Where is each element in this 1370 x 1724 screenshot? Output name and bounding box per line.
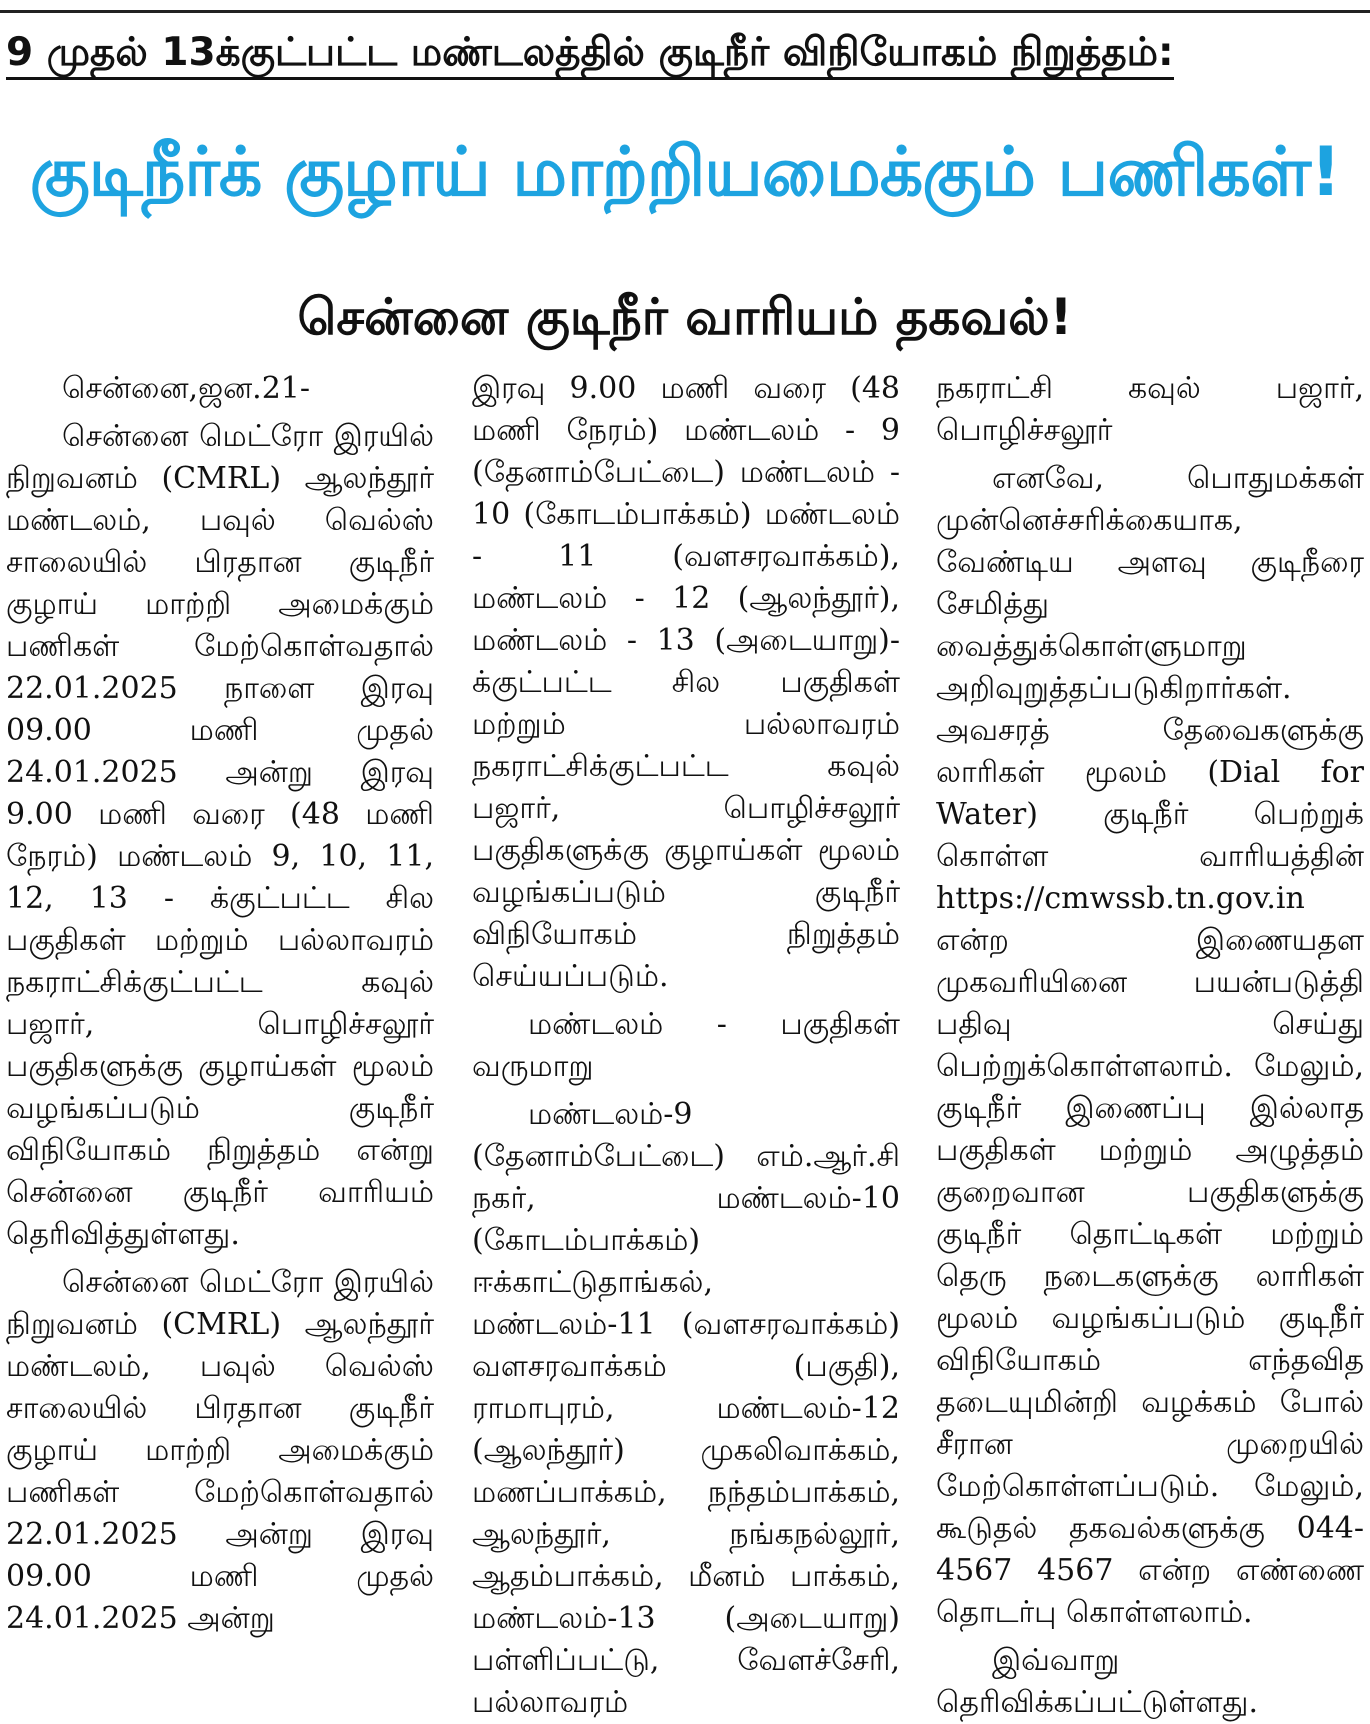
paragraph: சென்னை மெட்ரோ இரயில் நிறுவனம் (CMRL) ஆலந்தூர் மண்டலம், பவுல் வெல்ஸ் சாலையில் பிரதான குடிநீர் குழாய் மாற்றி அமைக்கும் பணிகள் மேற்கொள்வதால் 22.01.2025 நாளை இரவு 09.00 மணி முதல் 24.01.2025 அன்று இரவு 9.00 மணி வரை (48 மணி நேரம்) மண்டலம் 9, 10, 11, 12, 13 - க்குட்பட்ட சில பகுதிகள் மற்றும் பல்லாவரம் நகராட்சிக்குட்பட்ட கவுல் பஜார், பொழிச்சலூர் பகுதிகளுக்கு குழாய்கள் மூலம் வழங்கப்படும் குடிநீர் விநியோகம் நிறுத்தம் என்று சென்னை குடிநீர் வாரியம் தெரிவித்துள்ளது. [6,419,434,1252]
paragraph: மண்டலம் - பகுதிகள் வருமாறு [472,1007,900,1084]
article-body [6,368,1364,1720]
article-column-3 [936,368,1364,1720]
kicker-text: 9 முதல் 13க்குட்பட்ட மண்டலத்தில் குடிநீர் விநியோகம் நிறுத்தம்: [6,30,1174,80]
dateline: சென்னை,ஜன.21- [62,371,311,406]
main-headline: குடிநீர்க் குழாய் மாற்றியமைக்கும் பணிகள்! [29,133,1341,212]
paragraph: இவ்வாறு தெரிவிக்கப்பட்டுள்ளது. [936,1643,1258,1720]
top-rule [0,0,1370,13]
article-column-1 [6,368,434,1678]
article-column-2 [472,368,900,1720]
paragraph: மண்டலம்-9 (தேனாம்பேட்டை) எம்.ஆர்.சி நகர், மண்டலம்-10 (கோடம்பாக்கம்) ஈக்காட்டுதாங்கல், மண்டலம்-11 (வளசரவாக்கம்) வளசரவாக்கம் (பகுதி), ராமாபுரம், மண்டலம்-12 (ஆலந்தூர்) முகலிவாக்கம், மணப்பாக்கம், நந்தம்பாக்கம், ஆலந்தூர், நங்கநல்லூர், ஆதம்பாக்கம், மீனம் பாக்கம், மண்டலம்-13 (அடையாறு) பள்ளிப்பட்டு, வேளச்சேரி, பல்லாவரம் [472,1097,900,1720]
paragraph: சென்னை மெட்ரோ இரயில் நிறுவனம் (CMRL) ஆலந்தூர் மண்டலம், பவுல் வெல்ஸ் சாலையில் பிரதான குடிநீர் குழாய் மாற்றி அமைக்கும் பணிகள் மேற்கொள்வதால் 22.01.2025 அன்று இரவு 09.00 மணி முதல் 24.01.2025 அன்று [6,1265,434,1636]
kicker-headline [6,24,1356,82]
sub-headline: சென்னை குடிநீர் வாரியம் தகவல்! [297,288,1073,346]
paragraph: நகராட்சி கவுல் பஜார், பொழிச்சலூர் [936,371,1364,448]
paragraph: எனவே, பொதுமக்கள் முன்னெச்சரிக்கையாக, வேண்டிய அளவு குடிநீரை சேமித்து வைத்துக்கொள்ளுமாறு அறிவுறுத்தப்படுகிறார்கள். அவசரத் தேவைகளுக்கு லாரிகள் மூலம் (Dial for Water) குடிநீர் பெற்றுக் கொள்ள வாரியத்தின் https://cmwssb.tn.gov.in என்ற இணையதள முகவரியினை பயன்படுத்தி பதிவு செய்து பெற்றுக்கொள்ளலாம். மேலும், குடிநீர் இணைப்பு இல்லாத பகுதிகள் மற்றும் அழுத்தம் குறைவான பகுதிகளுக்கு குடிநீர் தொட்டிகள் மற்றும் தெரு நடைகளுக்கு லாரிகள் மூலம் வழங்கப்படும் குடிநீர் விநியோகம் எந்தவித தடையுமின்றி வழக்கம் போல் சீரான முறையில் மேற்கொள்ளப்படும். மேலும், கூடுதல் தகவல்களுக்கு 044-4567 4567 என்ற எண்ணை தொடர்பு கொள்ளலாம். [936,461,1364,1630]
paragraph: இரவு 9.00 மணி வரை (48 மணி நேரம்) மண்டலம் - 9 (தேனாம்பேட்டை) மண்டலம் - 10 (கோடம்பாக்கம்) மண்டலம் - 11 (வளசரவாக்கம்), மண்டலம் - 12 (ஆலந்தூர்), மண்டலம் - 13 (அடையாறு)- க்குட்பட்ட சில பகுதிகள் மற்றும் பல்லாவரம் நகராட்சிக்குட்பட்ட கவுல் பஜார், பொழிச்சலூர் பகுதிகளுக்கு குழாய்கள் மூலம் வழங்கப்படும் குடிநீர் விநியோகம் நிறுத்தம் செய்யப்படும். [472,371,900,994]
